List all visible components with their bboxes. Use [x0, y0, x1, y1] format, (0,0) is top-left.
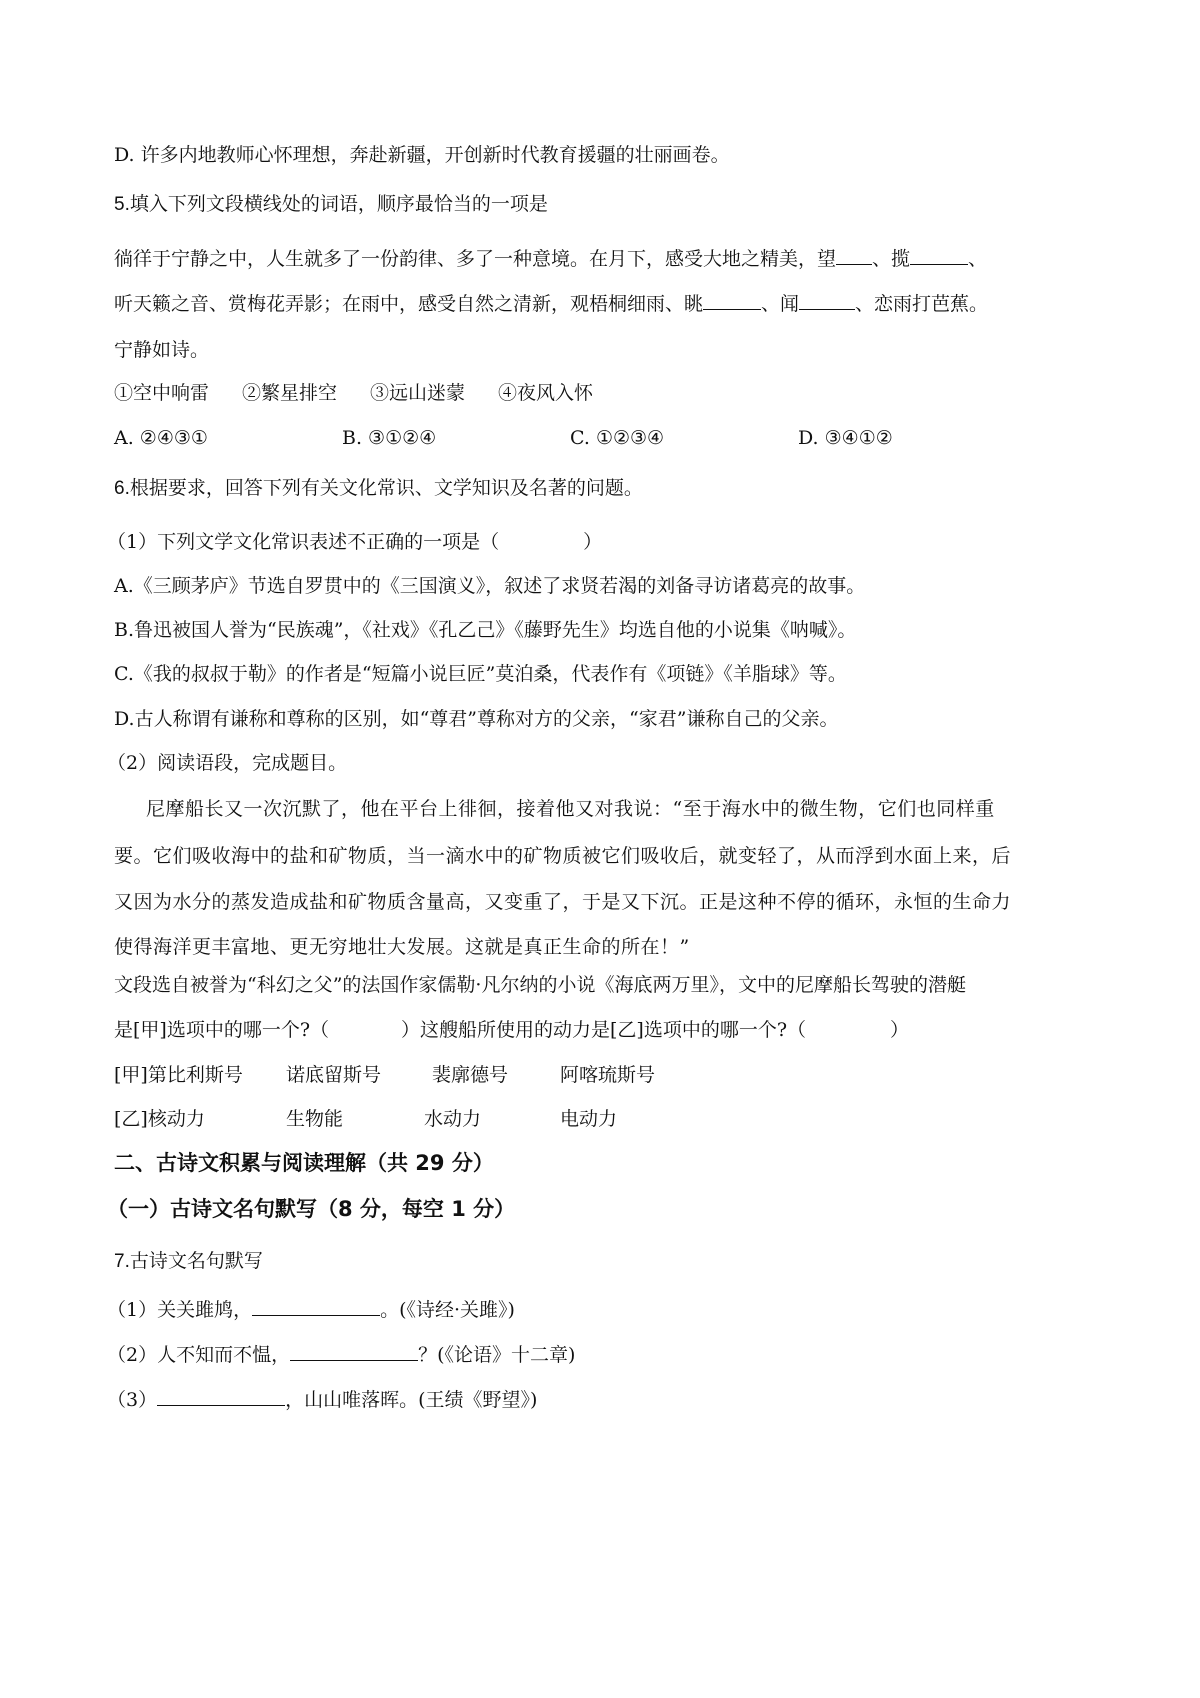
q6-sub2: （2）阅读语段，完成题目。 — [107, 752, 348, 774]
q6-jia-option[interactable]: 裴廓德号 — [432, 1064, 509, 1086]
q5-blank-4[interactable] — [799, 291, 855, 310]
q7-text: （2）人不知而不愠， — [107, 1344, 291, 1366]
q7-stem: 7.古诗文名句默写 — [114, 1251, 263, 1272]
q5-option-b[interactable]: B. ③①②④ — [342, 427, 437, 449]
q6-yi-option[interactable]: 电动力 — [560, 1108, 618, 1130]
q7-text: （3） — [107, 1389, 158, 1411]
q5-text: 、闻 — [761, 293, 800, 315]
q5-text: 、 — [968, 248, 988, 270]
q6-option-b[interactable]: B.鲁迅被国人誉为“民族魂”，《社戏》《孔乙己》《藤野先生》均选自他的小说集《呐喊》。 — [114, 619, 857, 641]
q5-option-a[interactable]: A. ②④③① — [114, 427, 208, 449]
q5-option-c[interactable]: C. ①②③④ — [570, 427, 665, 449]
section2-heading: 二、古诗文积累与阅读理解（共 29 分） — [114, 1151, 494, 1175]
q6-sub1-text: （1）下列文学文化常识表述不正确的一项是（ — [107, 531, 500, 553]
q5-item: ③远山迷蒙 — [370, 382, 466, 404]
q5-text: 听天籁之音、赏梅花弄影；在雨中，感受自然之清新，观梧桐细雨、眺 — [114, 293, 704, 315]
q6-option-c[interactable]: C.《我的叔叔于勒》的作者是“短篇小说巨匠”莫泊桑，代表作有《项链》《羊脂球》等。 — [114, 663, 847, 685]
q5-blank-2[interactable] — [910, 246, 968, 265]
q7-text: ？(《论语》十二章) — [418, 1344, 576, 1366]
q6-text: ） — [890, 1019, 910, 1041]
q6-excerpt-line: 尼摩船长又一次沉默了，他在平台上徘徊，接着他又对我说：“至于海水中的微生物，它们也同样重 — [146, 798, 995, 820]
q5-text: 、恋雨打芭蕉。 — [855, 293, 989, 315]
q6-yi-option[interactable]: [乙]核动力 — [114, 1108, 205, 1130]
q7-text: ，山山唯落晖。(王绩《野望》) — [285, 1389, 538, 1411]
q6-excerpt-line: 又因为水分的蒸发造成盐和矿物质含量高，又变重了，于是又下沉。正是这种不停的循环，永恒的生命力 — [114, 891, 1012, 913]
q6-after-line1: 文段选自被誉为“科幻之父”的法国作家儒勒·凡尔纳的小说《海底两万里》，文中的尼摩船长驾驶的潜艇 — [114, 974, 966, 996]
section2-subheading: （一）古诗文名句默写（8 分，每空 1 分） — [107, 1197, 516, 1221]
q6-excerpt-line: 要。它们吸收海中的盐和矿物质，当一滴水中的矿物质被它们吸收后，就变轻了，从而浮到水面上来，后 — [114, 845, 1012, 867]
q5-passage-line3: 宁静如诗。 — [114, 339, 210, 361]
q7-text: （1）关关雎鸠， — [107, 1299, 253, 1321]
q5-text: 徜徉于宁静之中，人生就多了一份韵律、多了一种意境。在月下，感受大地之精美，望 — [114, 248, 837, 270]
q7-line2 — [107, 1342, 575, 1368]
q5-blank-3[interactable] — [703, 291, 761, 310]
q5-item: ②繁星排空 — [242, 382, 338, 404]
q6-jia-option[interactable]: 阿喀琉斯号 — [560, 1064, 656, 1086]
q6-option-a[interactable]: A.《三顾茅庐》节选自罗贯中的《三国演义》，叙述了求贤若渴的刘备寻访诸葛亮的故事。 — [114, 575, 866, 597]
q5-passage-line1 — [114, 246, 987, 272]
q6-after-line2 — [114, 1017, 909, 1043]
q6-sub1-close: ） — [583, 531, 603, 553]
q4-option-d: D. 许多内地教师心怀理想，奔赴新疆，开创新时代教育援疆的壮丽画卷。 — [114, 144, 730, 166]
q7-blank-3[interactable] — [157, 1387, 285, 1406]
q7-blank-2[interactable] — [290, 1342, 418, 1361]
q6-sub1 — [107, 529, 602, 555]
q5-passage-line2 — [114, 291, 988, 317]
q6-stem: 6.根据要求，回答下列有关文化常识、文学知识及名著的问题。 — [114, 478, 643, 499]
q5-stem: 5.填入下列文段横线处的词语，顺序最恰当的一项是 — [114, 194, 548, 215]
q7-line3 — [107, 1387, 537, 1413]
q6-excerpt-line: 使得海洋更丰富地、更无穷地壮大发展。这就是真正生命的所在！” — [114, 936, 690, 958]
q5-items — [114, 380, 593, 406]
q6-yi-options — [114, 1106, 617, 1132]
q6-jia-option[interactable]: 诺底留斯号 — [286, 1064, 382, 1086]
q6-text: ）这艘船所使用的动力是[乙]选项中的哪一个?（ — [401, 1019, 807, 1041]
q6-yi-option[interactable]: 水动力 — [424, 1108, 482, 1130]
q5-blank-1[interactable] — [836, 246, 872, 265]
q6-yi-option[interactable]: 生物能 — [286, 1108, 344, 1130]
q7-blank-1[interactable] — [252, 1297, 380, 1316]
q5-option-d[interactable]: D. ③④①② — [798, 427, 893, 449]
q6-jia-option[interactable]: [甲]第比利斯号 — [114, 1064, 243, 1086]
q5-options — [114, 425, 893, 451]
q7-text: 。(《诗经·关雎》) — [380, 1299, 515, 1321]
q6-text: 是[甲]选项中的哪一个?（ — [114, 1019, 330, 1041]
q7-line1 — [107, 1297, 515, 1323]
q5-text: 、揽 — [872, 248, 911, 270]
q6-jia-options — [114, 1062, 655, 1088]
q5-item: ①空中响雷 — [114, 382, 210, 404]
q5-item: ④夜风入怀 — [498, 382, 594, 404]
q6-option-d[interactable]: D.古人称谓有谦称和尊称的区别，如“尊君”尊称对方的父亲，“家君”谦称自己的父亲。 — [114, 708, 839, 730]
